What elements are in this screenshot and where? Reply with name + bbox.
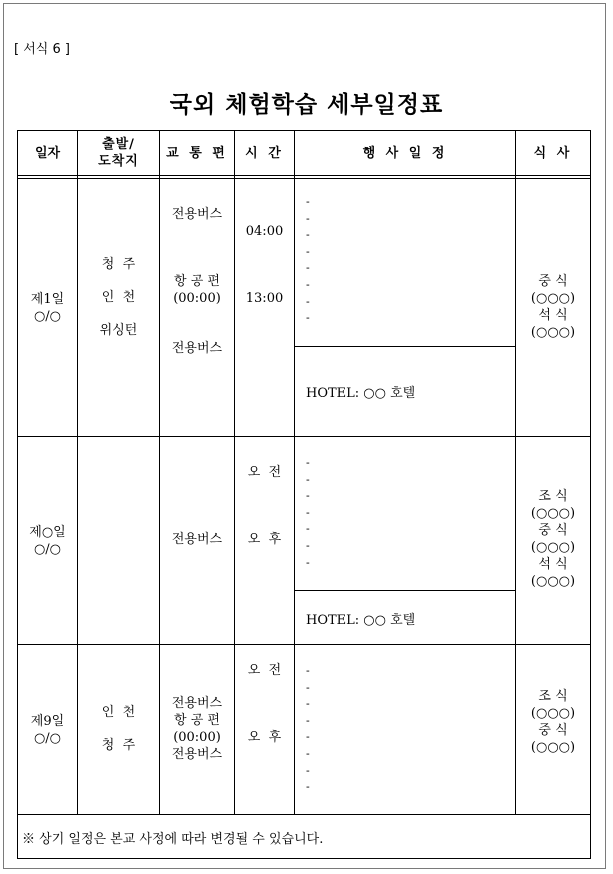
row2-date-day: 제○일 xyxy=(29,524,66,540)
schedule-item: - xyxy=(306,763,310,777)
time-item: 04:00 xyxy=(245,224,284,239)
row3-transport xyxy=(160,645,234,814)
header-transport: 교 통 편 xyxy=(166,145,228,161)
schedule-item: - xyxy=(306,538,310,552)
row1-date-day: 제1일 xyxy=(30,291,65,307)
schedule-item: - xyxy=(306,261,310,275)
transport-item: (00:00) xyxy=(173,730,221,745)
schedule-item: - xyxy=(306,730,310,744)
row2-hotel: HOTEL: ○○ 호텔 xyxy=(306,613,416,628)
form-label: [ 서식 6 ] xyxy=(14,42,70,57)
transport-item: 항 공 편 xyxy=(174,274,220,289)
schedule-item: - xyxy=(306,713,310,727)
transport-item: 전용버스 xyxy=(171,341,223,356)
schedule-item: - xyxy=(306,555,310,569)
schedule-item: - xyxy=(306,664,310,677)
place-item: 청 주 xyxy=(101,738,136,753)
time-item: 오 전 xyxy=(247,663,282,678)
meal-item: 석 식 xyxy=(538,308,568,323)
row2-date xyxy=(18,437,77,644)
page-title: 국외 체험학습 세부일정표 xyxy=(169,91,444,118)
meal-item: (○○○) xyxy=(530,506,576,521)
row3-date xyxy=(18,645,77,814)
footnote: ※ 상기 일정은 본교 사정에 따라 변경될 수 있습니다. xyxy=(22,832,324,847)
row3-schedule xyxy=(306,665,310,798)
row2-transport: 전용버스 xyxy=(171,532,223,547)
time-item: 오 후 xyxy=(247,532,282,547)
time-item: 오 후 xyxy=(247,730,282,745)
schedule-item: - xyxy=(306,472,310,486)
header-time: 시 간 xyxy=(245,145,284,161)
meal-item: 조 식 xyxy=(538,689,568,704)
header-date: 일자 xyxy=(34,145,61,161)
transport-item: 항 공 편 xyxy=(174,713,220,728)
schedule-item: - xyxy=(306,228,310,242)
schedule-item: - xyxy=(306,780,310,794)
row2-schedule xyxy=(306,457,310,573)
meal-item: 중 식 xyxy=(538,723,568,738)
header-schedule: 행 사 일 정 xyxy=(362,145,448,161)
schedule-item: - xyxy=(306,489,310,503)
row3-date-md: ○/○ xyxy=(33,730,62,746)
schedule-item: - xyxy=(306,294,310,308)
row3-date-day: 제9일 xyxy=(30,713,65,729)
schedule-item: - xyxy=(306,277,310,291)
header-meal: 식 사 xyxy=(533,145,573,161)
meal-item: (○○○) xyxy=(530,325,576,340)
transport-item: 전용버스 xyxy=(171,696,223,711)
meal-item: (○○○) xyxy=(530,540,576,555)
row1-date xyxy=(18,179,77,436)
schedule-item: - xyxy=(306,311,310,325)
schedule-item: - xyxy=(306,680,310,694)
schedule-item: - xyxy=(306,456,310,469)
transport-item: (00:00) xyxy=(173,291,221,306)
transport-item: 전용버스 xyxy=(171,207,223,222)
transport-item: 전용버스 xyxy=(171,747,223,762)
schedule-item: - xyxy=(306,211,310,225)
place-item: 청 주 xyxy=(101,257,136,272)
meal-item: (○○○) xyxy=(530,291,576,306)
meal-item: 중 식 xyxy=(538,523,568,538)
schedule-item: - xyxy=(306,505,310,519)
row3-meals xyxy=(516,645,590,814)
meal-item: 석 식 xyxy=(538,557,568,572)
row2-meals xyxy=(516,437,590,644)
meal-item: (○○○) xyxy=(530,706,576,721)
schedule-item: - xyxy=(306,746,310,760)
meal-item: (○○○) xyxy=(530,574,576,589)
row1-date-md: ○/○ xyxy=(33,308,62,324)
header-departure-line2: 도착지 xyxy=(98,154,139,169)
schedule-item: - xyxy=(306,195,310,208)
time-item: 13:00 xyxy=(245,291,284,306)
place-item: 인 천 xyxy=(101,705,136,720)
row1-schedule xyxy=(306,196,310,329)
schedule-item: - xyxy=(306,522,310,536)
header-departure-line1: 출발/ xyxy=(102,137,135,152)
time-item: 오 전 xyxy=(247,465,282,480)
place-item: 인 천 xyxy=(101,290,136,305)
meal-item: (○○○) xyxy=(530,740,576,755)
row1-hotel: HOTEL: ○○ 호텔 xyxy=(306,386,416,401)
schedule-item: - xyxy=(306,697,310,711)
meal-item: 중 식 xyxy=(538,274,568,289)
row2-date-md: ○/○ xyxy=(33,541,62,557)
meal-item: 조 식 xyxy=(538,489,568,504)
place-item: 위싱턴 xyxy=(99,323,138,338)
header-departure xyxy=(78,131,159,175)
schedule-item: - xyxy=(306,244,310,258)
